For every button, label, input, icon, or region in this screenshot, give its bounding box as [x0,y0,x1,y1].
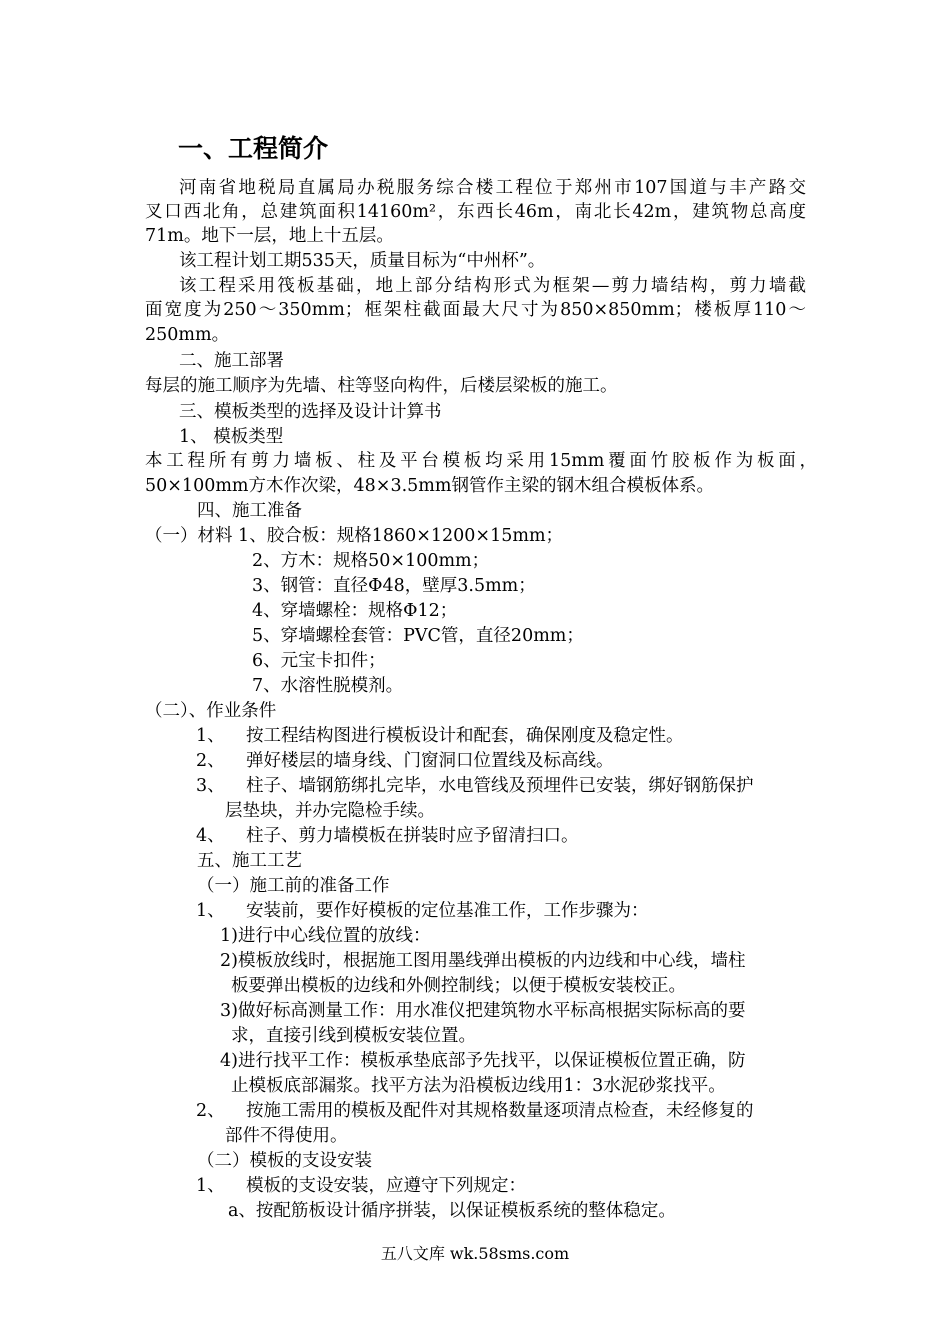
list-text: 按施工需用的模板及配件对其规格数量逐项清点检查，未经修复的 [246,1101,754,1121]
section5-sub1: （一）施工前的准备工作 [197,876,390,896]
prep-step-continued: 板要弹出模板的边线和外侧控制线；以便于模板安装校正。 [231,976,686,996]
prep-step: 4)进行找平工作：模板承垫底部予先找平，以保证模板位置正确，防 [220,1051,746,1071]
prep-item-continued: 部件不得使用。 [225,1126,348,1146]
condition-item [196,749,614,773]
section5-sub2: （二）模板的支设安装 [197,1151,372,1171]
section3-heading: 三、模板类型的选择及设计计算书 [179,402,442,422]
material-item-6: 6、元宝卡扣件； [252,651,386,671]
prep-step: 3)做好标高测量工作：用水准仪把建筑物水平标高根据实际标高的要 [220,1001,746,1021]
prep-item [196,899,649,923]
list-number: 2、 [196,751,225,771]
list-text: 柱子、墙钢筋绑扎完毕，水电管线及预埋件已安装，绑好钢筋保护 [246,776,754,796]
footer-watermark: 五八文库 wk.58sms.com [380,1244,570,1263]
list-number: 1、 [196,726,225,746]
list-text: 模板的支设安装，应遵守下列规定： [246,1176,526,1196]
install-subitem: a、按配筋板设计循序拼装，以保证模板系统的整体稳定。 [228,1201,676,1221]
list-number: 3、 [196,776,225,796]
section2-text: 每层的施工顺序为先墙、柱等竖向构件，后楼层梁板的施工。 [145,376,618,396]
install-item [196,1174,526,1198]
list-number: 1、 [196,901,225,921]
prep-step: 2)模板放线时，根据施工图用墨线弹出模板的内边线和中心线，墙柱 [220,951,746,971]
prep-step-continued: 求，直接引线到模板安装位置。 [231,1026,476,1046]
list-text: 安装前，要作好模板的定位基准工作，工作步骤为： [246,901,649,921]
condition-item-continued: 层垫块，并办完隐检手续。 [225,801,435,821]
prep-step-continued: 止模板底部漏浆。找平方法为沿模板边线用1：3水泥砂浆找平。 [231,1076,726,1096]
prep-item [196,1099,754,1123]
intro-p1-line3: 71m。地下一层，地上十五层。 [145,226,394,246]
material-item-2: 2、方木：规格50×100mm； [252,551,490,571]
intro-p2: 该工程计划工期535天，质量目标为“中州杯”。 [179,251,546,271]
section3-text-line2: 50×100mm方木作次梁，48×3.5mm钢管作主梁的钢木组合模板体系。 [145,476,714,496]
section3-subheading: 1、 模板类型 [179,427,284,447]
intro-p1-line2: 叉口西北角，总建筑面积14160m²，东西长46m，南北长42m，建筑物总高度 [145,202,806,222]
material-item-4: 4、穿墙螺栓：规格Φ12； [252,601,458,621]
conditions-heading: （二）、作业条件 [145,701,277,721]
material-item-3: 3、钢管：直径Φ48，壁厚3.5mm； [252,576,536,596]
material-item-1: （一）材料 1、胶合板：规格1860×1200×15mm； [145,526,564,546]
list-text: 弹好楼层的墙身线、门窗洞口位置线及标高线。 [246,751,614,771]
section3-text-line1: 本工程所有剪力墙板、柱及平台模板均采用15mm覆面竹胶板作为板面， [145,451,817,471]
intro-p1-line1: 河南省地税局直属局办税服务综合楼工程位于郑州市107国道与丰产路交 [179,178,806,198]
page-title: 一、工程简介 [178,134,329,163]
list-number: 1、 [196,1176,225,1196]
material-item-5: 5、穿墙螺栓套管：PVC管，直径20mm； [252,626,584,646]
intro-p3-line1: 该工程采用筏板基础，地上部分结构形式为框架—剪力墙结构，剪力墙截 [179,276,806,296]
section4-heading: 四、施工准备 [197,501,302,521]
intro-p3-line2: 面宽度为250～350mm；框架柱截面最大尺寸为850×850mm；楼板厚110～ [145,300,806,320]
material-item-7: 7、水溶性脱模剂。 [252,676,404,696]
list-text: 按工程结构图进行模板设计和配套，确保刚度及稳定性。 [246,726,684,746]
section2-heading: 二、施工部署 [179,351,284,371]
list-number: 2、 [196,1101,225,1121]
condition-item [196,824,579,848]
intro-p3-line3: 250mm。 [145,325,230,345]
section5-heading: 五、施工工艺 [197,851,302,871]
list-number: 4、 [196,826,225,846]
list-text: 柱子、剪力墙模板在拼装时应予留清扫口。 [246,826,579,846]
prep-step: 1)进行中心线位置的放线： [220,926,431,946]
condition-item [196,774,754,798]
condition-item [196,724,684,748]
